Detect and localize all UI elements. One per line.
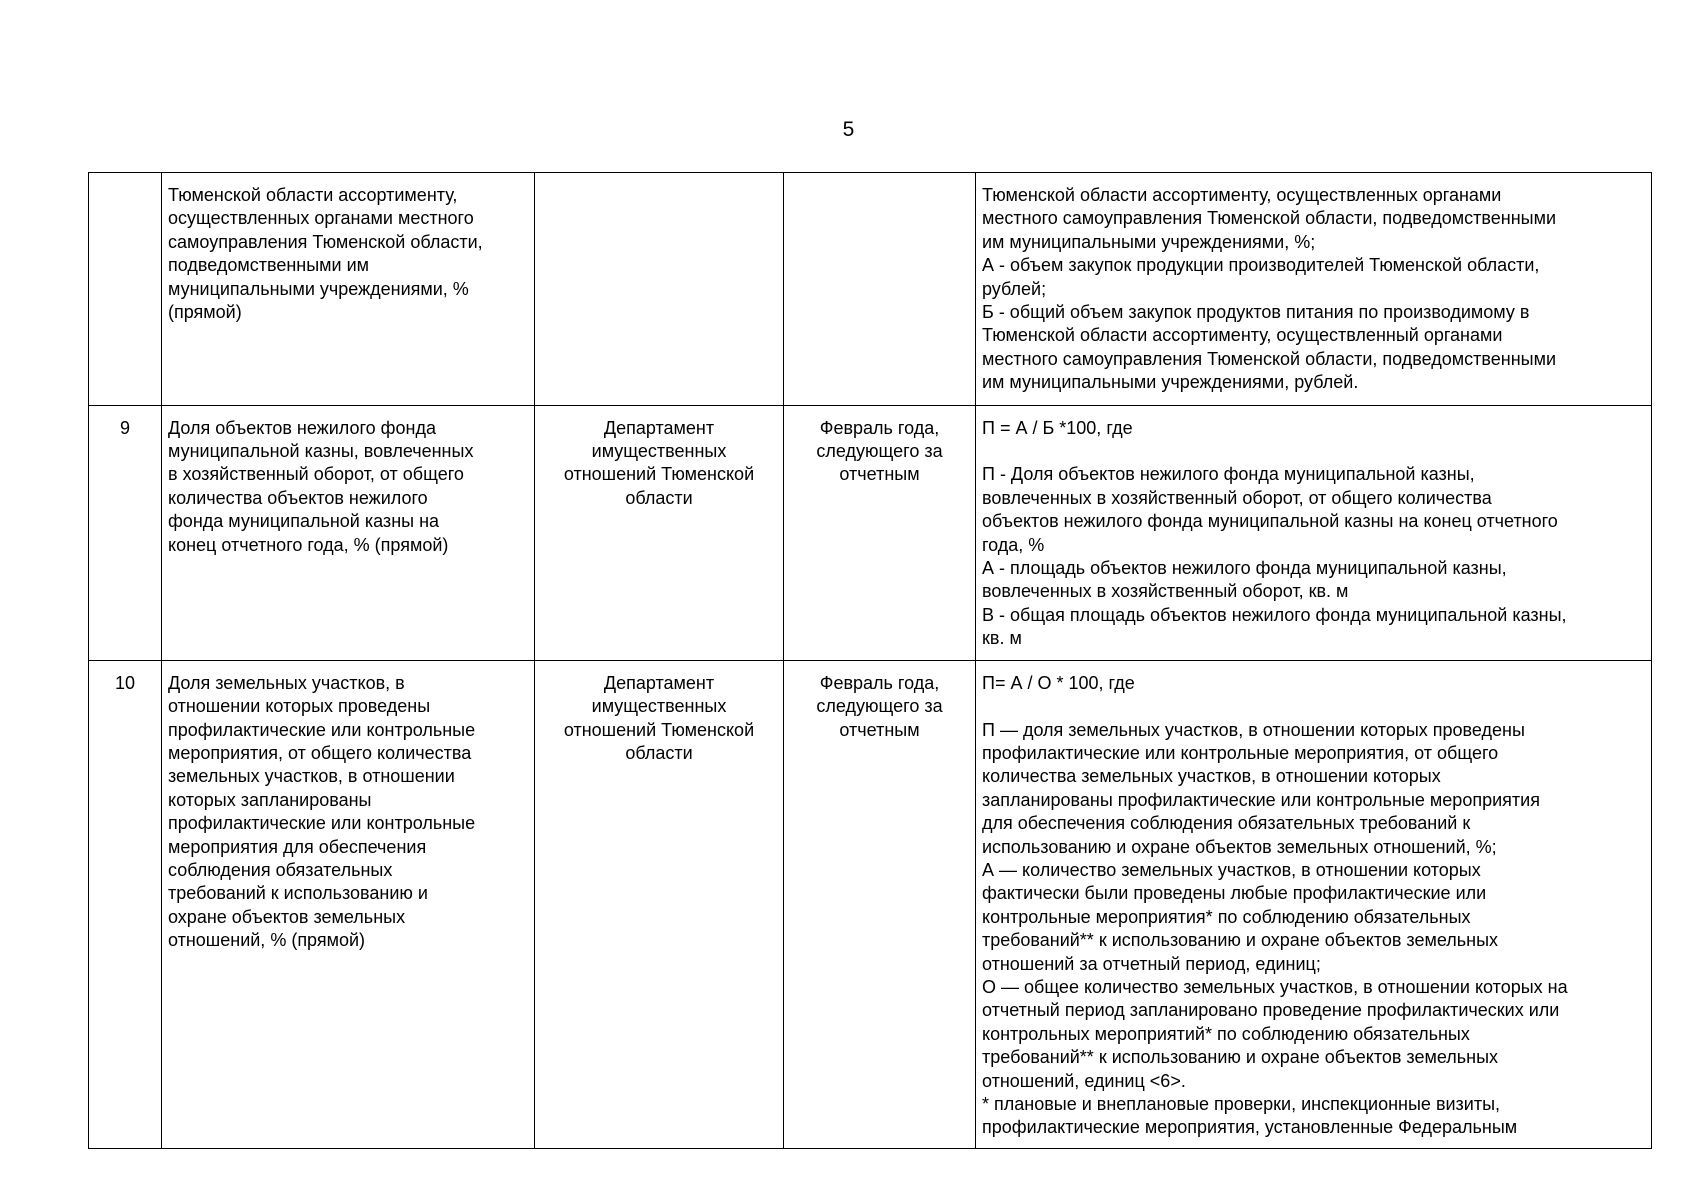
indicator-name-line: Тюменской области ассортименту,: [168, 185, 458, 205]
indicator-name-line: профилактические или контрольные: [168, 719, 476, 740]
indicator-name-line: охране объектов земельных: [168, 906, 406, 927]
formula: П= А / О * 100, где: [982, 672, 1135, 693]
method-line: А - объем закупок продукции производителей Тюменской области,: [982, 255, 1540, 276]
method-line: В - общая площадь объектов нежилого фонда муниципальной казны,: [982, 604, 1567, 625]
responsible-department-cell: [535, 405, 784, 660]
method-line: А — количество земельных участков, в отношении которых: [982, 859, 1481, 880]
indicator-name-line: требований к использованию и: [168, 883, 428, 904]
indicator-name-line: Доля земельных участков, в: [168, 672, 405, 693]
indicator-name-cell: [162, 173, 535, 406]
method-line: объектов нежилого фонда муниципальной казны на конец отчетного: [982, 511, 1558, 532]
indicator-name-line: которых запланированы: [168, 789, 372, 810]
method-line: профилактические или контрольные мероприятия, от общего: [982, 742, 1499, 763]
indicator-name-line: фонда муниципальной казны на: [168, 511, 440, 532]
indicator-name-line: осуществленных органами местного: [168, 208, 474, 229]
method-line: года, %: [982, 534, 1045, 555]
table-row: [89, 405, 1652, 660]
indicator-name-line: мероприятия, от общего количества: [168, 742, 472, 763]
table-row: [89, 173, 1652, 406]
calculation-method-cell: [976, 660, 1652, 1148]
method-line: запланированы профилактические или контрольные мероприятия: [982, 789, 1540, 810]
method-line: фактически были проведены любые профилактические или: [982, 883, 1487, 904]
indicator-name-line: Доля объектов нежилого фонда: [168, 417, 436, 438]
method-line: О — общее количество земельных участков, в отношении которых на: [982, 976, 1568, 997]
indicator-name-line: самоуправления Тюменской области,: [168, 231, 483, 252]
formula: П = А / Б *100, где: [982, 417, 1133, 438]
department-line: отношений Тюменской: [563, 464, 755, 485]
term-line: отчетным: [839, 719, 920, 740]
method-line: профилактические мероприятия, установленные Федеральным: [982, 1117, 1518, 1138]
term-line: Февраль года,: [819, 672, 940, 693]
indicator-name-line: количества объектов нежилого: [168, 487, 428, 508]
row-number: 10: [114, 672, 136, 693]
department-line: области: [625, 742, 693, 763]
method-line: рублей;: [982, 278, 1047, 299]
method-line: Б - общий объем закупок продуктов питания по производимому в: [982, 302, 1530, 323]
method-line: вовлеченных в хозяйственный оборот, от общего количества: [982, 487, 1492, 508]
indicator-name-line: подведомственными им: [168, 255, 370, 276]
term-line: следующего за: [816, 441, 943, 462]
method-line: А - площадь объектов нежилого фонда муниципальной казны,: [982, 558, 1507, 579]
indicator-name-cell: [162, 660, 535, 1148]
indicator-name-line: соблюдения обязательных: [168, 859, 393, 880]
method-line: требований** к использованию и охране объектов земельных: [982, 930, 1499, 951]
reporting-term-cell: [784, 660, 976, 1148]
indicator-name-cell: [162, 405, 535, 660]
method-line: отношений, единиц <6>.: [982, 1070, 1186, 1091]
method-line: * плановые и внеплановые проверки, инспекционные визиты,: [982, 1094, 1501, 1114]
method-line: контрольные мероприятия* по соблюдению обязательных: [982, 906, 1471, 927]
method-line: отношений за отчетный период, единиц;: [982, 953, 1321, 974]
method-line: требований** к использованию и охране объектов земельных: [982, 1047, 1499, 1068]
department-line: имущественных: [591, 696, 727, 717]
reporting-term-cell: [784, 173, 976, 406]
method-line: вовлеченных в хозяйственный оборот, кв. м: [982, 581, 1349, 602]
table-row: [89, 660, 1652, 1148]
page-number: 5: [842, 118, 855, 141]
method-line: использованию и охране объектов земельных отношений, %;: [982, 836, 1497, 857]
method-line: Тюменской области ассортименту, осуществленных органами: [982, 185, 1502, 205]
term-line: отчетным: [839, 464, 920, 485]
department-line: Департамент: [603, 672, 715, 693]
calculation-method-cell: [976, 405, 1652, 660]
method-line: отчетный период запланировано проведение профилактических или: [982, 1000, 1560, 1021]
method-line: для обеспечения соблюдения обязательных требований к: [982, 813, 1471, 834]
department-line: имущественных: [591, 441, 727, 462]
term-line: Февраль года,: [819, 417, 940, 438]
row-number: 9: [119, 417, 130, 438]
row-number-cell: [89, 405, 162, 660]
row-number-cell: [89, 660, 162, 1148]
indicator-name-line: в хозяйственный оборот, от общего: [168, 464, 464, 485]
indicator-name-line: конец отчетного года, % (прямой): [168, 534, 449, 555]
calculation-method-cell: [976, 173, 1652, 406]
method-line: П — доля земельных участков, в отношении которых проведены: [982, 719, 1525, 740]
row-number-cell: [89, 173, 162, 406]
responsible-department-cell: [535, 173, 784, 406]
method-line: П - Доля объектов нежилого фонда муниципальной казны,: [982, 464, 1475, 485]
indicator-name-line: профилактические или контрольные: [168, 813, 476, 834]
indicator-name-line: муниципальными учреждениями, %: [168, 278, 469, 299]
responsible-department-cell: [535, 660, 784, 1148]
term-line: следующего за: [816, 696, 943, 717]
department-line: отношений Тюменской: [563, 719, 755, 740]
method-line: им муниципальными учреждениями, %;: [982, 231, 1316, 252]
method-line: контрольных мероприятий* по соблюдению обязательных: [982, 1023, 1470, 1044]
indicator-name-line: муниципальной казны, вовлеченных: [168, 441, 474, 462]
indicator-name-line: (прямой): [168, 302, 242, 323]
method-line: им муниципальными учреждениями, рублей.: [982, 372, 1359, 393]
reporting-term-cell: [784, 405, 976, 660]
indicator-name-line: отношений, % (прямой): [168, 930, 366, 951]
method-line: количества земельных участков, в отношении которых: [982, 766, 1441, 787]
method-line: местного самоуправления Тюменской области, подведомственными: [982, 348, 1557, 369]
indicator-name-line: мероприятия для обеспечения: [168, 836, 427, 857]
method-line: Тюменской области ассортименту, осуществленный органами: [982, 325, 1503, 346]
method-line: местного самоуправления Тюменской области, подведомственными: [982, 208, 1557, 229]
indicator-name-line: отношении которых проведены: [168, 696, 431, 717]
method-line: кв. м: [982, 628, 1022, 649]
department-line: Департамент: [603, 417, 715, 438]
indicators-table: [88, 172, 1652, 1149]
department-line: области: [625, 487, 693, 508]
indicator-name-line: земельных участков, в отношении: [168, 766, 455, 787]
